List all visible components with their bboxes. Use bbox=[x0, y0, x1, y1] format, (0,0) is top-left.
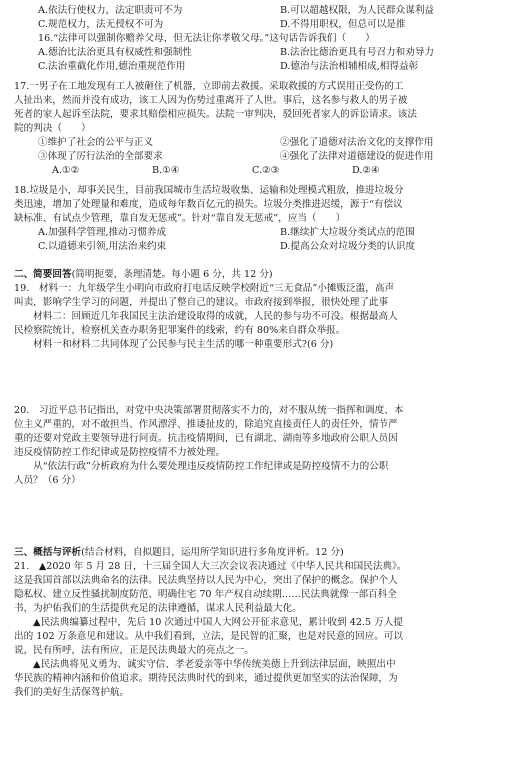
q17-option-b: B.①④ bbox=[152, 165, 180, 176]
q18-option-b: B.继续扩大垃圾分类试点的范围 bbox=[280, 227, 415, 238]
q17-option-c: C.②③ bbox=[252, 165, 280, 176]
q16-option-d: D.德治与法治相辅相成,相得益彰 bbox=[280, 61, 419, 72]
answer-space-20b bbox=[14, 526, 513, 540]
q17-items-row-2 bbox=[14, 150, 513, 164]
q17-item-1: ①维护了社会的公平与正义 bbox=[38, 137, 154, 148]
q21-line-10: 我们的美好生活保驾护航。 bbox=[14, 687, 130, 698]
q18-line-2: 类迅速，增加了处理量和难度，造成每年数百亿元的损失。垃圾分类推进迟缓，源于“有偿议 bbox=[14, 199, 403, 210]
q16-options-row-1 bbox=[14, 46, 513, 60]
q19-line-2: 叫卖，影响学生学习的问题，并提出了整自己的建议。市政府接到举报，很快处理了此事 bbox=[14, 297, 389, 308]
section-2-note: (简明扼要，条理清楚。每小题 6 分，共 12 分) bbox=[71, 269, 273, 280]
q17-line-3: 死者的家人起诉至法院，要求其赔偿相应损失。法院一审判决，驳回死者家人的诉讼请求。该法 bbox=[14, 109, 417, 120]
q19-line-1: 19. 材料一：九年级学生小明向市政府打电话反映学校附近“三无食品”小摊贩泛滥，高声 bbox=[14, 283, 395, 294]
q21-line-7: 说，民有所呼，法有所应，正是民法典最大的亮点之一。 bbox=[14, 645, 254, 656]
q16-stem: 16.“法律可以强制你赡养父母，但无法让你孝敬父母。”这句话告诉我们（ ） bbox=[38, 33, 375, 44]
q18-option-a: A.加强科学管理,推动习惯养成 bbox=[38, 227, 167, 238]
q20-line-2: 位主义严重的，对不敢担当、作风漂浮、推诿扯皮的，除追究直接责任人的责任外，情节严 bbox=[14, 419, 398, 430]
q17-item-4: ④强化了法律对道德建设的促进作用 bbox=[280, 151, 434, 162]
answer-space-20 bbox=[14, 488, 513, 526]
q17-item-3: ③体现了厉行法治的全部要求 bbox=[38, 151, 163, 162]
q18-line-3: 缺标准、有试点少管理，靠自发无惩戒”。针对“靠自发无惩戒”，应当（ ） bbox=[14, 213, 346, 224]
q19-line-3: 材料二：回顾近几年我国民主法治建设取得的成就，人民的参与功不可没。根据最高人 bbox=[14, 311, 398, 322]
q16-option-b: B.法治比德治更具有号召力和劝导力 bbox=[280, 47, 435, 58]
q20-line-5: 从“依法行政”分析政府为什么要处理违反疫情防控工作纪律或是防控疫情不力的公职 bbox=[14, 461, 389, 472]
q21-line-6: 出的 102 万条意见和建议。从中我们看到，立法，是民智的汇聚，也是对民意的回应。可以 bbox=[14, 631, 403, 642]
answer-space-19 bbox=[14, 352, 513, 390]
q15-option-a: A.依法行使权力，法定职责可不为 bbox=[38, 5, 183, 16]
q21-line-4: 书，为护佑我们的生活提供充足的法律遵循，谋求人民利益最大化。 bbox=[14, 603, 302, 614]
section-3-note: (结合材料，自拟题目，运用所学知识进行多角度评析。12 分) bbox=[81, 547, 344, 558]
q21-line-9: 华民族的精神内涵和价值追求。期待民法典时代的到来，通过提供更加坚实的法治保障，为 bbox=[14, 673, 398, 684]
q15-options-row-2 bbox=[14, 18, 513, 32]
q18-option-c: C.以道德来引领,用法治来约束 bbox=[38, 241, 167, 252]
q19-line-5: 材料一和材料二共同体现了公民参与民主生活的哪一种重要形式?(6 分) bbox=[14, 339, 334, 350]
q16-option-c: C.法治重截化作用,德治重规范作用 bbox=[38, 61, 186, 72]
q16-option-a: A.德治比法治更具有权威性和强制性 bbox=[38, 47, 192, 58]
q18-options-row-1 bbox=[14, 226, 513, 240]
q18-option-d: D.提高公众对垃圾分类的认识度 bbox=[280, 241, 416, 252]
section-2-title: 二、简要回答 bbox=[14, 269, 72, 280]
answer-space-19b bbox=[14, 390, 513, 404]
q15-option-c: C.规范权力，法无授权不可为 bbox=[38, 19, 164, 30]
q20-line-3: 重的还要对党政主要领导进行问责。抗击疫情期间，已有湖北、湖南等多地政府公职人员因 bbox=[14, 433, 398, 444]
q21-line-1: 21. ▲2020 年 5 月 28 日，十三届全国人大三次会议表决通过《中华人民共和国民法典》。 bbox=[14, 561, 407, 572]
section-2-heading bbox=[14, 268, 513, 282]
q16-options-row-2 bbox=[14, 60, 513, 74]
q15-options-row-1 bbox=[14, 4, 513, 18]
q17-line-4: 院的判决（ ） bbox=[14, 123, 91, 134]
section-3-heading bbox=[14, 546, 513, 560]
q20-line-1: 20. 习近平总书记指出，对党中央决策部署贯彻落实不力的，对不服从统一指挥和调度、本 bbox=[14, 405, 404, 416]
q17-option-a: A.①② bbox=[52, 165, 80, 176]
q15-option-d: D.不得用职权，但总可以是推 bbox=[280, 19, 406, 30]
q17-items-row-1 bbox=[14, 136, 513, 150]
q21-line-3: 隐私权、建立反性骚扰制度防范、明确住宅 70 年产权自动续期……民法典就像一部百科全 bbox=[14, 589, 397, 600]
q21-line-5: ▲民法典编纂过程中，先后 10 次通过中国人大网公开征求意见，累计收到 42.5 万人提 bbox=[14, 617, 403, 628]
q21-line-2: 这是我国首部以法典命名的法律。民法典坚持以人民为中心，突出了保护的概念。保护个人 bbox=[14, 575, 398, 586]
q17-option-d: D.②④ bbox=[352, 165, 380, 176]
q20-line-6: 人员？（6 分） bbox=[14, 475, 81, 486]
q21-line-8: ▲民法典将见义勇为、诚实守信、孝老爱亲等中华传统美德上升到法律层面，映照出中 bbox=[14, 659, 396, 670]
q17-item-2: ②强化了道德对法治文化的支撑作用 bbox=[280, 137, 434, 148]
section-3-title: 三、概括与评析 bbox=[14, 547, 82, 558]
q17-options-row bbox=[14, 164, 513, 178]
q18-options-row-2 bbox=[14, 240, 513, 254]
q19-line-4: 民检察院统计，检察机关查办职务犯罪案件的线索，约有 80%来自群众举报。 bbox=[14, 325, 346, 336]
q17-line-2: 人扯出来，然而并没有成功，该工人因为伤势过重离开了人世。事后，这名参与救人的男子被 bbox=[14, 95, 408, 106]
q15-option-b: B.可以超越权限，为人民群众谋利益 bbox=[280, 5, 435, 16]
q18-line-1: 18.垃圾是小，却事关民生，目前我国城市生活垃圾收集、运输和处理模式粗放，推进垃圾分 bbox=[14, 185, 404, 196]
q20-line-4: 违反疫情防控工作纪律或是防控疫情不力被处理。 bbox=[14, 447, 226, 458]
q17-line-1: 17.一男子在工地发现有工人被砸住了机器，立即前去救援。采取救援的方式误用正受伤的工 bbox=[14, 81, 404, 92]
